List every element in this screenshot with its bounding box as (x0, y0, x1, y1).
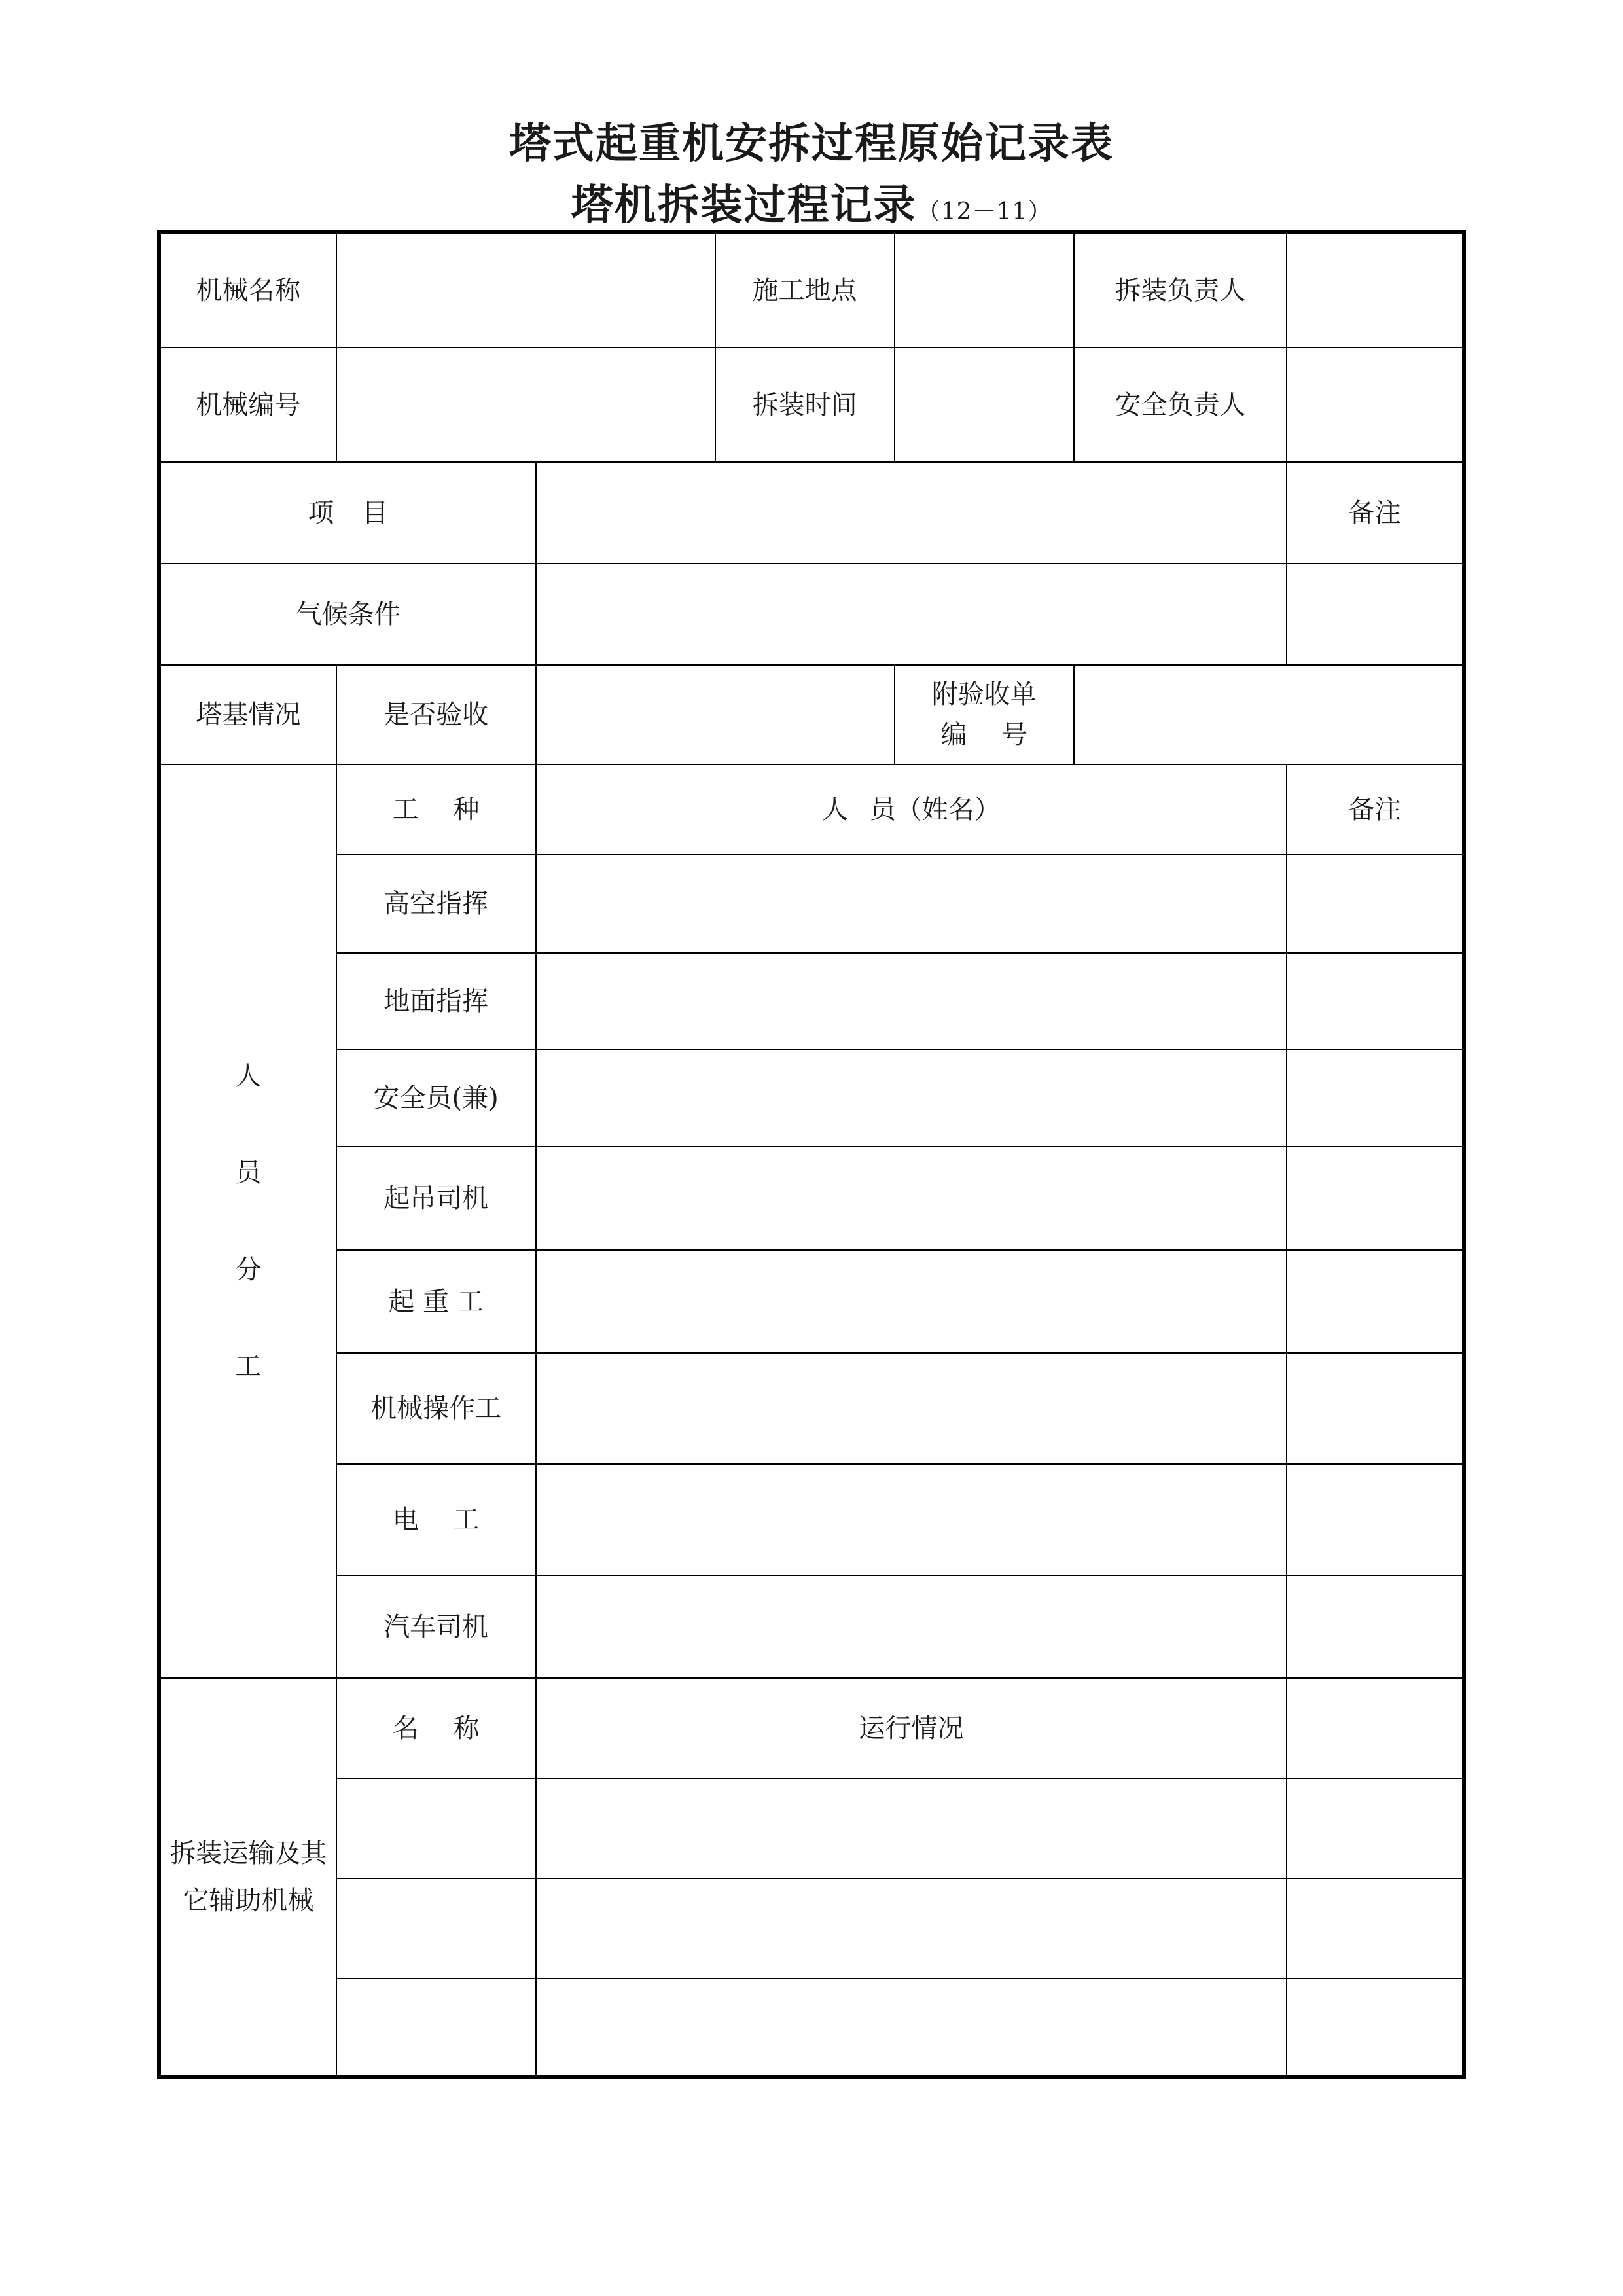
staff-name-field[interactable] (536, 1353, 1287, 1464)
trade-name: 汽车司机 (336, 1575, 536, 1678)
personnel-row (159, 855, 1464, 953)
personnel-section-label (159, 764, 336, 1678)
equipment-name-field[interactable] (336, 1878, 536, 1979)
equipment-remark-field[interactable] (1287, 1778, 1464, 1878)
machine-no-label: 机械编号 (159, 348, 336, 462)
equipment-remark-field[interactable] (1287, 1878, 1464, 1979)
personnel-row (159, 1464, 1464, 1575)
equipment-remark-field[interactable] (1287, 1979, 1464, 2077)
equipment-status-field[interactable] (536, 1878, 1287, 1979)
personnel-row (159, 953, 1464, 1050)
foundation-row (159, 665, 1464, 764)
page-subtitle (0, 171, 1623, 232)
equipment-name-field[interactable] (336, 1778, 536, 1878)
weather-remark-field[interactable] (1287, 564, 1464, 665)
personnel-remark-field[interactable] (1287, 1353, 1464, 1464)
trade-name: 起 重 工 (336, 1250, 536, 1353)
dismantle-time-field[interactable] (895, 348, 1074, 462)
acceptance-no-line2: 编 号 (940, 720, 1028, 750)
trade-name: 高空指挥 (336, 855, 536, 953)
equipment-row (159, 1878, 1464, 1979)
item-remark-label: 备注 (1287, 462, 1464, 564)
staff-name-field[interactable] (536, 1250, 1287, 1353)
form-code: （12－11） (916, 198, 1052, 225)
personnel-header-row (159, 764, 1464, 855)
personnel-remark-field[interactable] (1287, 953, 1464, 1050)
acceptance-no-field[interactable] (1074, 665, 1464, 764)
trade-name: 地面指挥 (336, 953, 536, 1050)
staff-name-field[interactable] (536, 1147, 1287, 1250)
page-title: 塔式起重机安拆过程原始记录表 (509, 119, 1114, 168)
personnel-remark-field[interactable] (1287, 1147, 1464, 1250)
staff-name-field[interactable] (536, 1050, 1287, 1147)
foundation-label: 塔基情况 (159, 665, 336, 764)
weather-row (159, 564, 1464, 665)
equipment-row (159, 1778, 1464, 1878)
accepted-label: 是否验收 (336, 665, 536, 764)
equipment-remark-field[interactable] (1287, 1678, 1464, 1778)
staff-name-field[interactable] (536, 1575, 1287, 1678)
equipment-status-field[interactable] (536, 1778, 1287, 1878)
machine-name-label: 机械名称 (159, 232, 336, 348)
site-field[interactable] (895, 232, 1074, 348)
acceptance-no-label (895, 665, 1074, 764)
equipment-status-field[interactable] (536, 1979, 1287, 2077)
equipment-row (159, 1979, 1464, 2077)
machine-name-field[interactable] (336, 232, 715, 348)
dismantle-lead-label: 拆装负责人 (1074, 232, 1287, 348)
accepted-field[interactable] (536, 665, 895, 764)
personnel-char-1: 人 (235, 1061, 262, 1091)
item-label: 项 目 (159, 462, 536, 564)
acceptance-no-line1: 附验收单 (931, 679, 1037, 709)
equipment-name-field[interactable] (336, 1979, 536, 2077)
item-field[interactable] (536, 462, 1287, 564)
equipment-name-label: 名 称 (336, 1678, 536, 1778)
personnel-remark-field[interactable] (1287, 1250, 1464, 1353)
staff-name-field[interactable] (536, 1464, 1287, 1575)
item-header-row (159, 462, 1464, 564)
staff-name-field[interactable] (536, 855, 1287, 953)
trade-name: 电 工 (336, 1464, 536, 1575)
weather-label: 气候条件 (159, 564, 536, 665)
staff-name-field[interactable] (536, 953, 1287, 1050)
personnel-remark-field[interactable] (1287, 1464, 1464, 1575)
safety-lead-label: 安全负责人 (1074, 348, 1287, 462)
weather-field[interactable] (536, 564, 1287, 665)
site-label: 施工地点 (715, 232, 895, 348)
personnel-char-3: 分 (235, 1255, 262, 1285)
personnel-row (159, 1250, 1464, 1353)
info-row-1 (159, 232, 1464, 348)
record-form-table (157, 230, 1466, 2079)
trade-name: 机械操作工 (336, 1353, 536, 1464)
dismantle-lead-field[interactable] (1287, 232, 1464, 348)
equipment-section-label: 拆装运输及其它辅助机械 (159, 1678, 336, 2077)
trade-name: 起吊司机 (336, 1147, 536, 1250)
subtitle-text: 塔机拆装过程记录 (571, 181, 917, 230)
personnel-remark-label: 备注 (1287, 764, 1464, 855)
machine-no-field[interactable] (336, 348, 715, 462)
personnel-char-2: 员 (235, 1158, 262, 1188)
personnel-remark-field[interactable] (1287, 1050, 1464, 1147)
staff-label: 人 员（姓名） (536, 764, 1287, 855)
personnel-remark-field[interactable] (1287, 855, 1464, 953)
personnel-remark-field[interactable] (1287, 1575, 1464, 1678)
safety-lead-field[interactable] (1287, 348, 1464, 462)
equipment-header-row (159, 1678, 1464, 1778)
equipment-status-label: 运行情况 (536, 1678, 1287, 1778)
personnel-row (159, 1575, 1464, 1678)
personnel-row (159, 1050, 1464, 1147)
trade-label: 工 种 (336, 764, 536, 855)
personnel-char-4: 工 (235, 1352, 262, 1382)
dismantle-time-label: 拆装时间 (715, 348, 895, 462)
info-row-2 (159, 348, 1464, 462)
personnel-row (159, 1147, 1464, 1250)
personnel-row (159, 1353, 1464, 1464)
trade-name: 安全员(兼) (336, 1050, 536, 1147)
